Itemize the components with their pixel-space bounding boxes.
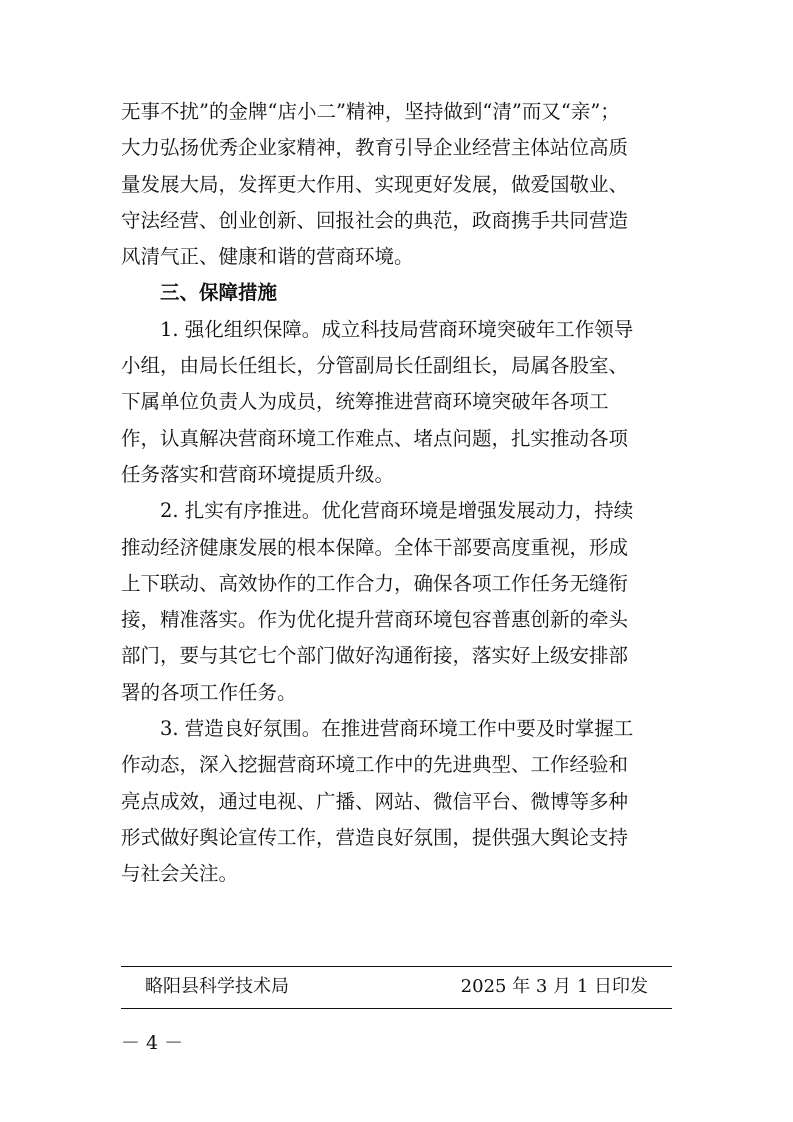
body-line: 部门，要与其它七个部门做好沟通衔接，落实好上级安排部 (121, 644, 629, 668)
item-1-first-line: 1. 强化组织保障。成立科技局营商环境突破年工作领导 (160, 317, 634, 341)
body-line: 守法经营、创业创新、回报社会的典范，政商携手共同营造 (121, 208, 629, 232)
issue-date: 2025 年 3 月 1 日印发 (460, 976, 648, 997)
body-line: 接，精准落实。作为优化提升营商环境包容普惠创新的牵头 (121, 608, 629, 632)
document-body (121, 94, 676, 893)
section-heading-safeguards: 三、保障措施 (160, 281, 278, 305)
body-line: 大力弘扬优秀企业家精神，教育引导企业经营主体站位高质 (121, 136, 629, 160)
body-line: 与社会关注。 (121, 862, 239, 886)
body-line: 任务落实和营商环境提质升级。 (121, 462, 395, 486)
body-line: 风清气正、健康和谐的营商环境。 (121, 245, 414, 269)
body-line: 小组，由局长任组长，分管副局长任副组长，局属各股室、 (121, 354, 629, 378)
body-line: 亮点成效，通过电视、广播、网站、微信平台、微博等多种 (121, 789, 629, 813)
item-3-first-line: 3. 营造良好氛围。在推进营商环境工作中要及时掌握工 (160, 717, 634, 741)
footer-top-rule (121, 966, 672, 967)
body-line: 形式做好舆论宣传工作，营造良好氛围，提供强大舆论支持 (121, 825, 629, 849)
body-line: 作，认真解决营商环境工作难点、堵点问题，扎实推动各项 (121, 426, 629, 450)
body-line: 上下联动、高效协作的工作合力，确保各项工作任务无缝衔 (121, 571, 629, 595)
body-line: 推动经济健康发展的根本保障。全体干部要高度重视，形成 (121, 535, 629, 559)
page-number: － 4 － (121, 1032, 184, 1054)
issuer-name: 略阳县科学技术局 (145, 976, 289, 997)
body-line: 量发展大局，发挥更大作用、实现更好发展，做爱国敬业、 (121, 172, 629, 196)
body-line: 作动态，深入挖掘营商环境工作中的先进典型、工作经验和 (121, 753, 629, 777)
body-line: 无事不扰”的金牌“店小二”精神，坚持做到“清”而又“亲”； (121, 100, 620, 123)
body-line: 署的各项工作任务。 (121, 680, 297, 704)
body-line: 下属单位负责人为成员，统筹推进营商环境突破年各项工 (121, 390, 609, 414)
item-2-first-line: 2. 扎实有序推进。优化营商环境是增强发展动力，持续 (160, 499, 634, 523)
footer-bottom-rule (121, 1008, 672, 1009)
